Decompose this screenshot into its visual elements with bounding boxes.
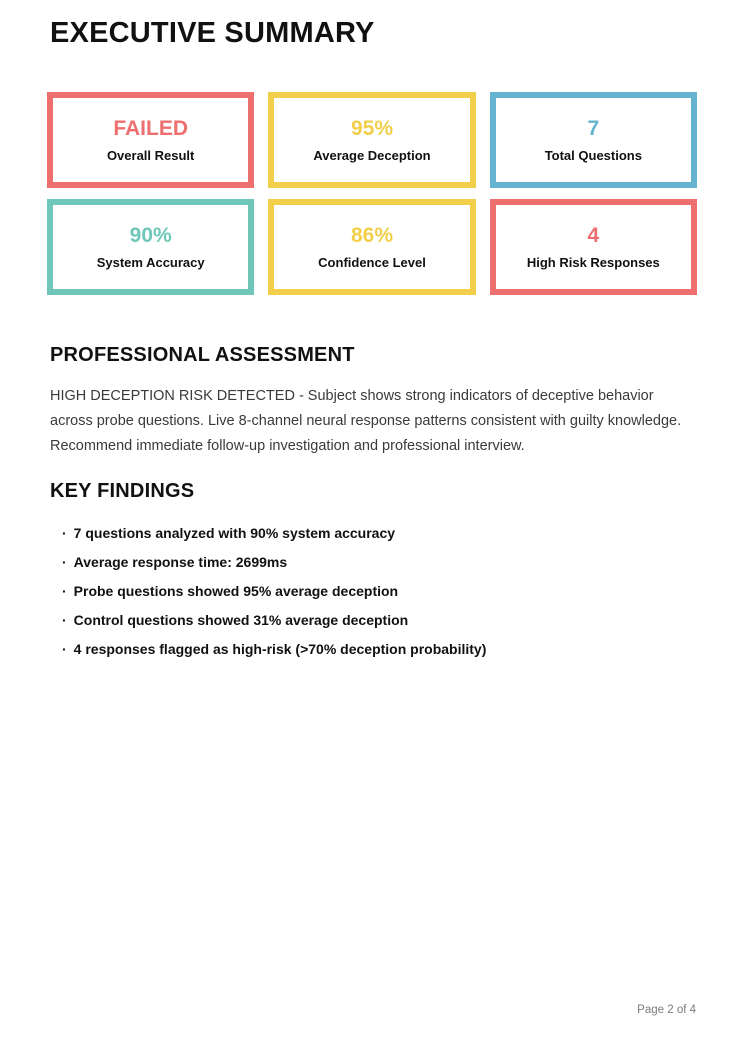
metric-value: 86% <box>350 223 393 247</box>
finding-item <box>62 524 700 542</box>
metric-card-average-deception <box>268 92 475 188</box>
metric-label: Overall Result <box>106 147 195 163</box>
bullet-icon: · <box>62 583 67 599</box>
metric-label: System Accuracy <box>96 254 205 270</box>
metric-value: 95% <box>350 116 393 140</box>
page-title: EXECUTIVE SUMMARY <box>50 17 375 49</box>
metric-value: FAILED <box>113 116 188 140</box>
metric-card-overall-result <box>47 92 254 188</box>
assessment-paragraph: HIGH DECEPTION RISK DETECTED - Subject shows strong indicators of deceptive behavior across probe questions. Live 8-channel neural response patterns consistent with guilty knowledge. Recommend immediate follow-up investigation and professional interview. <box>50 388 682 454</box>
metric-card-confidence-level <box>268 199 475 295</box>
section-professional-assessment <box>50 344 700 459</box>
finding-item <box>62 640 700 658</box>
finding-item <box>62 582 700 600</box>
metric-label: Confidence Level <box>318 254 426 270</box>
metric-label: Average Deception <box>313 147 431 163</box>
finding-text: 7 questions analyzed with 90% system accuracy <box>73 525 396 541</box>
metric-label: High Risk Responses <box>526 254 660 270</box>
bullet-icon: · <box>62 525 67 541</box>
finding-text: Control questions showed 31% average deception <box>73 612 409 628</box>
finding-text: Average response time: 2699ms <box>73 554 288 570</box>
metric-card-high-risk-responses <box>490 199 697 295</box>
metric-card-system-accuracy <box>47 199 254 295</box>
metric-card-total-questions <box>490 92 697 188</box>
bullet-icon: · <box>62 641 67 657</box>
metric-value: 4 <box>587 223 600 247</box>
metric-value: 90% <box>129 223 172 247</box>
bullet-icon: · <box>62 554 67 570</box>
assessment-heading: PROFESSIONAL ASSESSMENT <box>50 344 355 366</box>
finding-item <box>62 611 700 629</box>
page-number: Page 2 of 4 <box>637 1004 696 1016</box>
metric-cards-grid <box>47 92 697 295</box>
metric-label: Total Questions <box>544 147 642 163</box>
finding-text: Probe questions showed 95% average deception <box>73 583 399 599</box>
findings-list <box>50 524 700 658</box>
section-key-findings <box>50 480 700 669</box>
finding-item <box>62 553 700 571</box>
finding-text: 4 responses flagged as high-risk (>70% deception probability) <box>73 641 487 657</box>
metric-value: 7 <box>587 116 600 140</box>
findings-heading: KEY FINDINGS <box>50 480 195 502</box>
bullet-icon: · <box>62 612 67 628</box>
